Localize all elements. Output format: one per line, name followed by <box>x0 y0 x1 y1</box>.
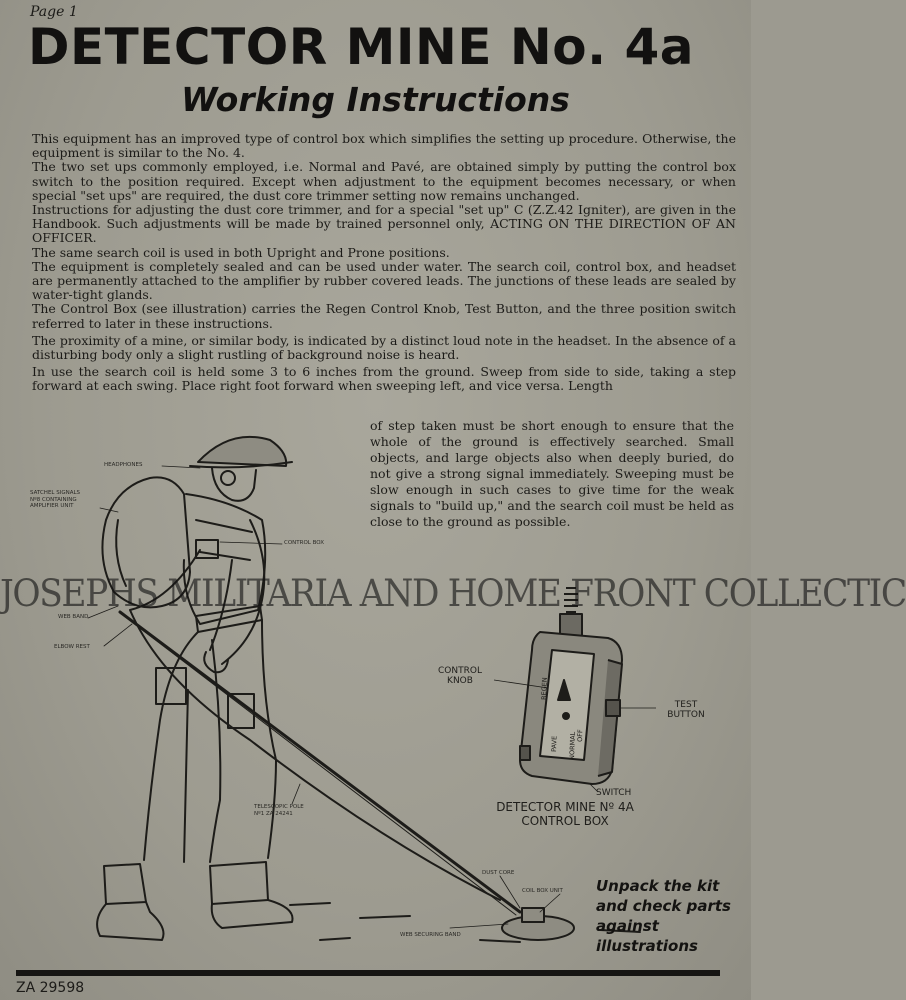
label-coil-box-unit: COIL BOX UNIT <box>522 888 563 894</box>
page-subtitle: Working Instructions <box>181 80 570 119</box>
page-label: Page 1 <box>30 4 78 20</box>
unpack-note: Unpack the kit and check parts against illustrations <box>596 877 731 955</box>
paragraph: The same search coil is used in both Upright and Prone positions. <box>32 244 450 260</box>
label-elbow-rest: ELBOW REST <box>54 644 90 650</box>
paragraph: The two set ups commonly employed, i.e. Normal and Pavé, are obtained simply by putting the control box switch to the position required. Except when adjustment to the equipment becomes necessary, or when special "set ups" are required, the dust core trimmer setting now remains unchanged. <box>32 159 736 203</box>
watermark: JOSEPHS MILITARIA AND HOME FRONT COLLECTIC <box>0 572 906 615</box>
label-telescopic-pole: TELESCOPIC POLE Nº1 ZA 24241 <box>254 804 304 817</box>
paragraph: In use the search coil is held some 3 to 6 inches from the ground. Sweep from side to side, taking a step forward at each swing. Place right foot forward when sweeping left, and vice versa. Length <box>32 364 736 394</box>
label-control-knob: CONTROL KNOB <box>438 666 482 686</box>
paragraph: The equipment is completely sealed and can be used under water. The search coil, control box, and headset are permanently attached to the amplifier by rubber covered leads. The junctions of these leads are sealed by water-tight glands. <box>32 258 736 303</box>
label-satchel: SATCHEL SIGNALS Nº8 CONTAINING AMPLIFIER UNIT <box>30 490 81 509</box>
caption-line-2: CONTROL BOX <box>521 814 609 828</box>
sweep-instructions: of step taken must be short enough to ensure that the whole of the ground is effectively searched. Small objects, and large objects also when deeply buried, do not give a strong signal immediately. Sweeping must be slow enough in such cases to give time for the weak signals to "build up," and the search coil must be held as close to the ground as possible. <box>370 418 734 529</box>
caption-line-1: DETECTOR MINE Nº 4A <box>496 800 634 814</box>
paragraph: Instructions for adjusting the dust core trimmer, and for a special "set up" C (Z.Z.42 Igniter), are given in the Handbook. Such adjustments will be made by trained personnel only, ACTING ON THE DIRECTION OF AN OFFICER. <box>32 202 736 246</box>
switch-position-pave: PAVE <box>550 735 559 753</box>
label-web-securing-band: WEB SECURING BAND <box>400 932 461 938</box>
label-dust-core: DUST CORE <box>482 870 515 876</box>
switch-position-normal: NORMAL <box>568 731 577 761</box>
label-test-button: TEST BUTTON <box>667 700 705 720</box>
label-control-box: CONTROL BOX <box>284 540 325 546</box>
switch-position-off: OFF <box>576 729 585 743</box>
reference-number: ZA 29598 <box>16 980 85 996</box>
paragraph: This equipment has an improved type of control box which simplifies the setting up procedure. Otherwise, the equipment is similar to the No. 4. <box>32 131 736 161</box>
switch-position-regen: REGEN <box>540 677 549 701</box>
paragraph: The Control Box (see illustration) carries the Regen Control Knob, Test Button, and the three position switch referred to later in these instructions. <box>32 301 736 331</box>
label-switch: SWITCH <box>596 788 632 798</box>
label-headphones: HEADPHONES <box>104 462 143 468</box>
page-title: DETECTOR MINE No. 4a <box>28 18 695 76</box>
label-web-band: WEB BAND <box>58 614 89 620</box>
footer-rule <box>16 970 720 976</box>
control-box-caption <box>455 800 675 828</box>
paragraph: The proximity of a mine, or similar body, is indicated by a distinct loud note in the headset. In the absence of a disturbing body only a slight rustling of background noise is heard. <box>32 332 736 363</box>
